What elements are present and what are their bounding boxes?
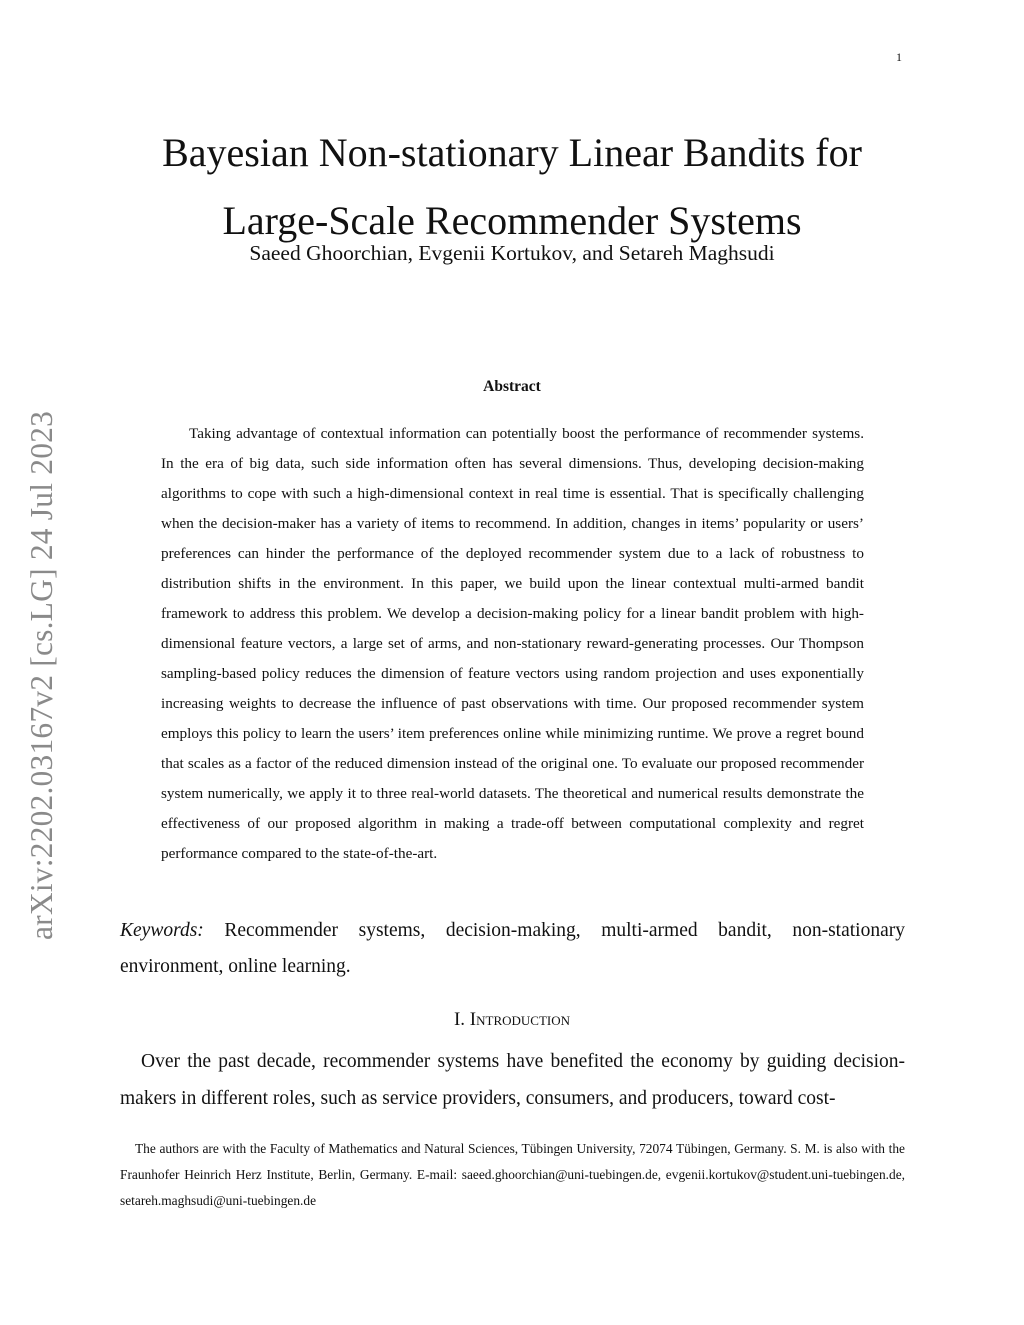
keywords-paragraph [120, 913, 905, 985]
author-affiliation-footnote: The authors are with the Faculty of Mathematics and Natural Sciences, Tübingen University, 72074 Tübingen, Germany. S. M. is also with the Fraunhofer Heinrich Herz Institute, Berlin, Germany. E-mail: saeed.ghoorchian@uni-tuebingen.de, evgenii.kortukov@student.uni-tuebingen.de, setareh.maghsudi@uni-tuebingen.de [120, 1141, 905, 1208]
title-line-2: Large-Scale Recommender Systems [222, 197, 802, 243]
arxiv-identifier-stamp: arXiv:2202.03167v2 [cs.LG] 24 Jul 2023 [24, 410, 59, 940]
keywords-label: Keywords: [120, 920, 204, 941]
page-number: 1 [896, 50, 902, 64]
abstract-text: Taking advantage of contextual information can potentially boost the performance of recommender systems. In the era of big data, such side information often has several dimensions. Thus, developing decision-making algorithms to cope with such a high-dimensional context in real time is essential. That is specifically challenging when the decision-maker has a variety of items to recommend. In addition, changes in items’ popularity or users’ preferences can hinder the performance of the deployed recommender system due to a lack of robustness to distribution shifts in the environment. In this paper, we build upon the linear contextual multi-armed bandit framework to address this problem. We develop a decision-making policy for a linear bandit problem with high-dimensional feature vectors, a large set of arms, and non-stationary reward-generating processes. Our Thompson sampling-based policy reduces the dimension of feature vectors using random projection and uses exponentially increasing weights to decrease the influence of past observations with time. Our proposed recommender system employs this policy to learn the users’ item preferences online while minimizing runtime. We prove a regret bound that scales as a factor of the reduced dimension instead of the original one. To evaluate our proposed recommender system numerically, we apply it to three real-world datasets. The theoretical and numerical results demonstrate the effectiveness of our proposed algorithm in making a trade-off between computational complexity and regret performance compared to the state-of-the-art. [161, 425, 864, 862]
section-numeral: I. [453, 1009, 466, 1030]
paper-title [100, 119, 924, 255]
title-line-1: Bayesian Non-stationary Linear Bandits for [162, 129, 862, 175]
section-title: Introduction [469, 1009, 571, 1030]
section-heading-introduction [100, 1009, 924, 1031]
keywords-text: Recommender systems, decision-making, multi-armed bandit, non-stationary environment, online learning. [120, 920, 905, 977]
author-list: Saeed Ghoorchian, Evgenii Kortukov, and Setareh Maghsudi [249, 241, 775, 265]
abstract-heading: Abstract [483, 378, 541, 395]
introduction-paragraph: Over the past decade, recommender systems have benefited the economy by guiding decision-makers in different roles, such as service providers, consumers, and producers, toward cost- [120, 1051, 905, 1109]
